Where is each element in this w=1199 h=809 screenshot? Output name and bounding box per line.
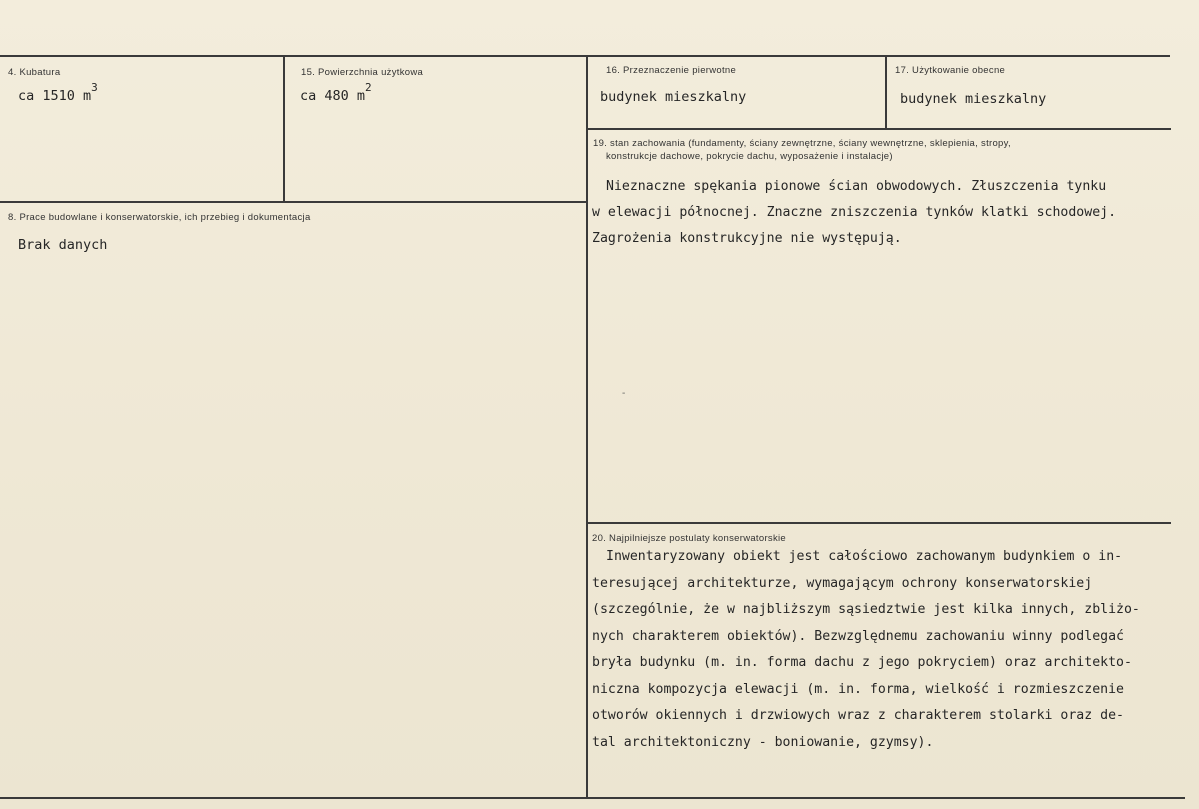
field-19-label-line-1: 19. stan zachowania (fundamenty, ściany zewnętrzne, ściany wewnętrzne, sklepienia, stropy, — [593, 138, 1011, 149]
stray-mark: - — [622, 388, 626, 399]
field-17-value: budynek mieszkalny — [900, 91, 1047, 107]
field-8-value: Brak danych — [18, 237, 108, 253]
field-19-line: w elewacji północnej. Znaczne zniszczenia tynków klatki schodowej. — [592, 205, 1117, 220]
rule-under-4-15 — [0, 201, 587, 203]
field-16-value: budynek mieszkalny — [600, 89, 747, 105]
bottom-rule — [0, 797, 1185, 799]
field-15-sup: 2 — [365, 81, 372, 94]
field-20-line: tal architektoniczny - boniowanie, gzymsy). — [592, 734, 934, 750]
field-20-line: Inwentaryzowany obiekt jest całościowo zachowanym budynkiem o in- — [606, 549, 1123, 564]
field-19-line: Nieznaczne spękania pionowe ścian obwodowych. Złuszczenia tynku — [606, 179, 1107, 194]
field-20-line: nych charakterem obiektów). Bezwzględnemu zachowaniu winny podlegać — [592, 628, 1124, 644]
field-15-label: 15. Powierzchnia użytkowa — [301, 67, 424, 78]
field-4-text: ca 1510 m — [18, 88, 92, 104]
field-8-label: 8. Prace budowlane i konserwatorskie, ich przebieg i dokumentacja — [8, 212, 311, 223]
field-15-value — [300, 81, 372, 104]
main-divider — [586, 56, 588, 798]
field-19-label-line-2: konstrukcje dachowe, pokrycie dachu, wyposażenie i instalacje) — [606, 151, 893, 162]
field-20-line: teresującej architekturze, wymagającym ochrony konserwatorskiej — [592, 575, 1093, 591]
field-15-text: ca 480 m — [300, 88, 366, 104]
field-20-label: 20. Najpilniejsze postulaty konserwatorskie — [592, 533, 787, 544]
divider-16-17 — [885, 56, 887, 129]
field-4-sup: 3 — [91, 81, 98, 94]
field-19-line: Zagrożenia konstrukcyjne nie występują. — [592, 231, 902, 246]
field-17-label: 17. Użytkowanie obecne — [895, 65, 1006, 76]
divider-4-15 — [283, 56, 285, 202]
field-4-value — [18, 81, 98, 104]
rule-above-20 — [587, 522, 1171, 524]
field-16-label: 16. Przeznaczenie pierwotne — [606, 65, 737, 76]
field-20-line: bryła budynku (m. in. forma dachu z jego pokryciem) oraz architekto- — [592, 655, 1132, 670]
field-19-text — [592, 174, 1116, 252]
top-rule — [0, 55, 1170, 57]
field-4-label: 4. Kubatura — [8, 67, 61, 78]
field-20-line: otworów okiennych i drzwiowych wraz z charakterem stolarki oraz de- — [592, 708, 1124, 723]
field-20-text — [592, 544, 1140, 756]
rule-under-16-17 — [587, 128, 1171, 130]
field-20-line: niczna kompozycja elewacji (m. in. forma, wielkość i rozmieszczenie — [592, 681, 1124, 697]
field-20-line: (szczególnie, że w najbliższym sąsiedztwie jest kilka innych, zbliżo- — [592, 602, 1140, 617]
